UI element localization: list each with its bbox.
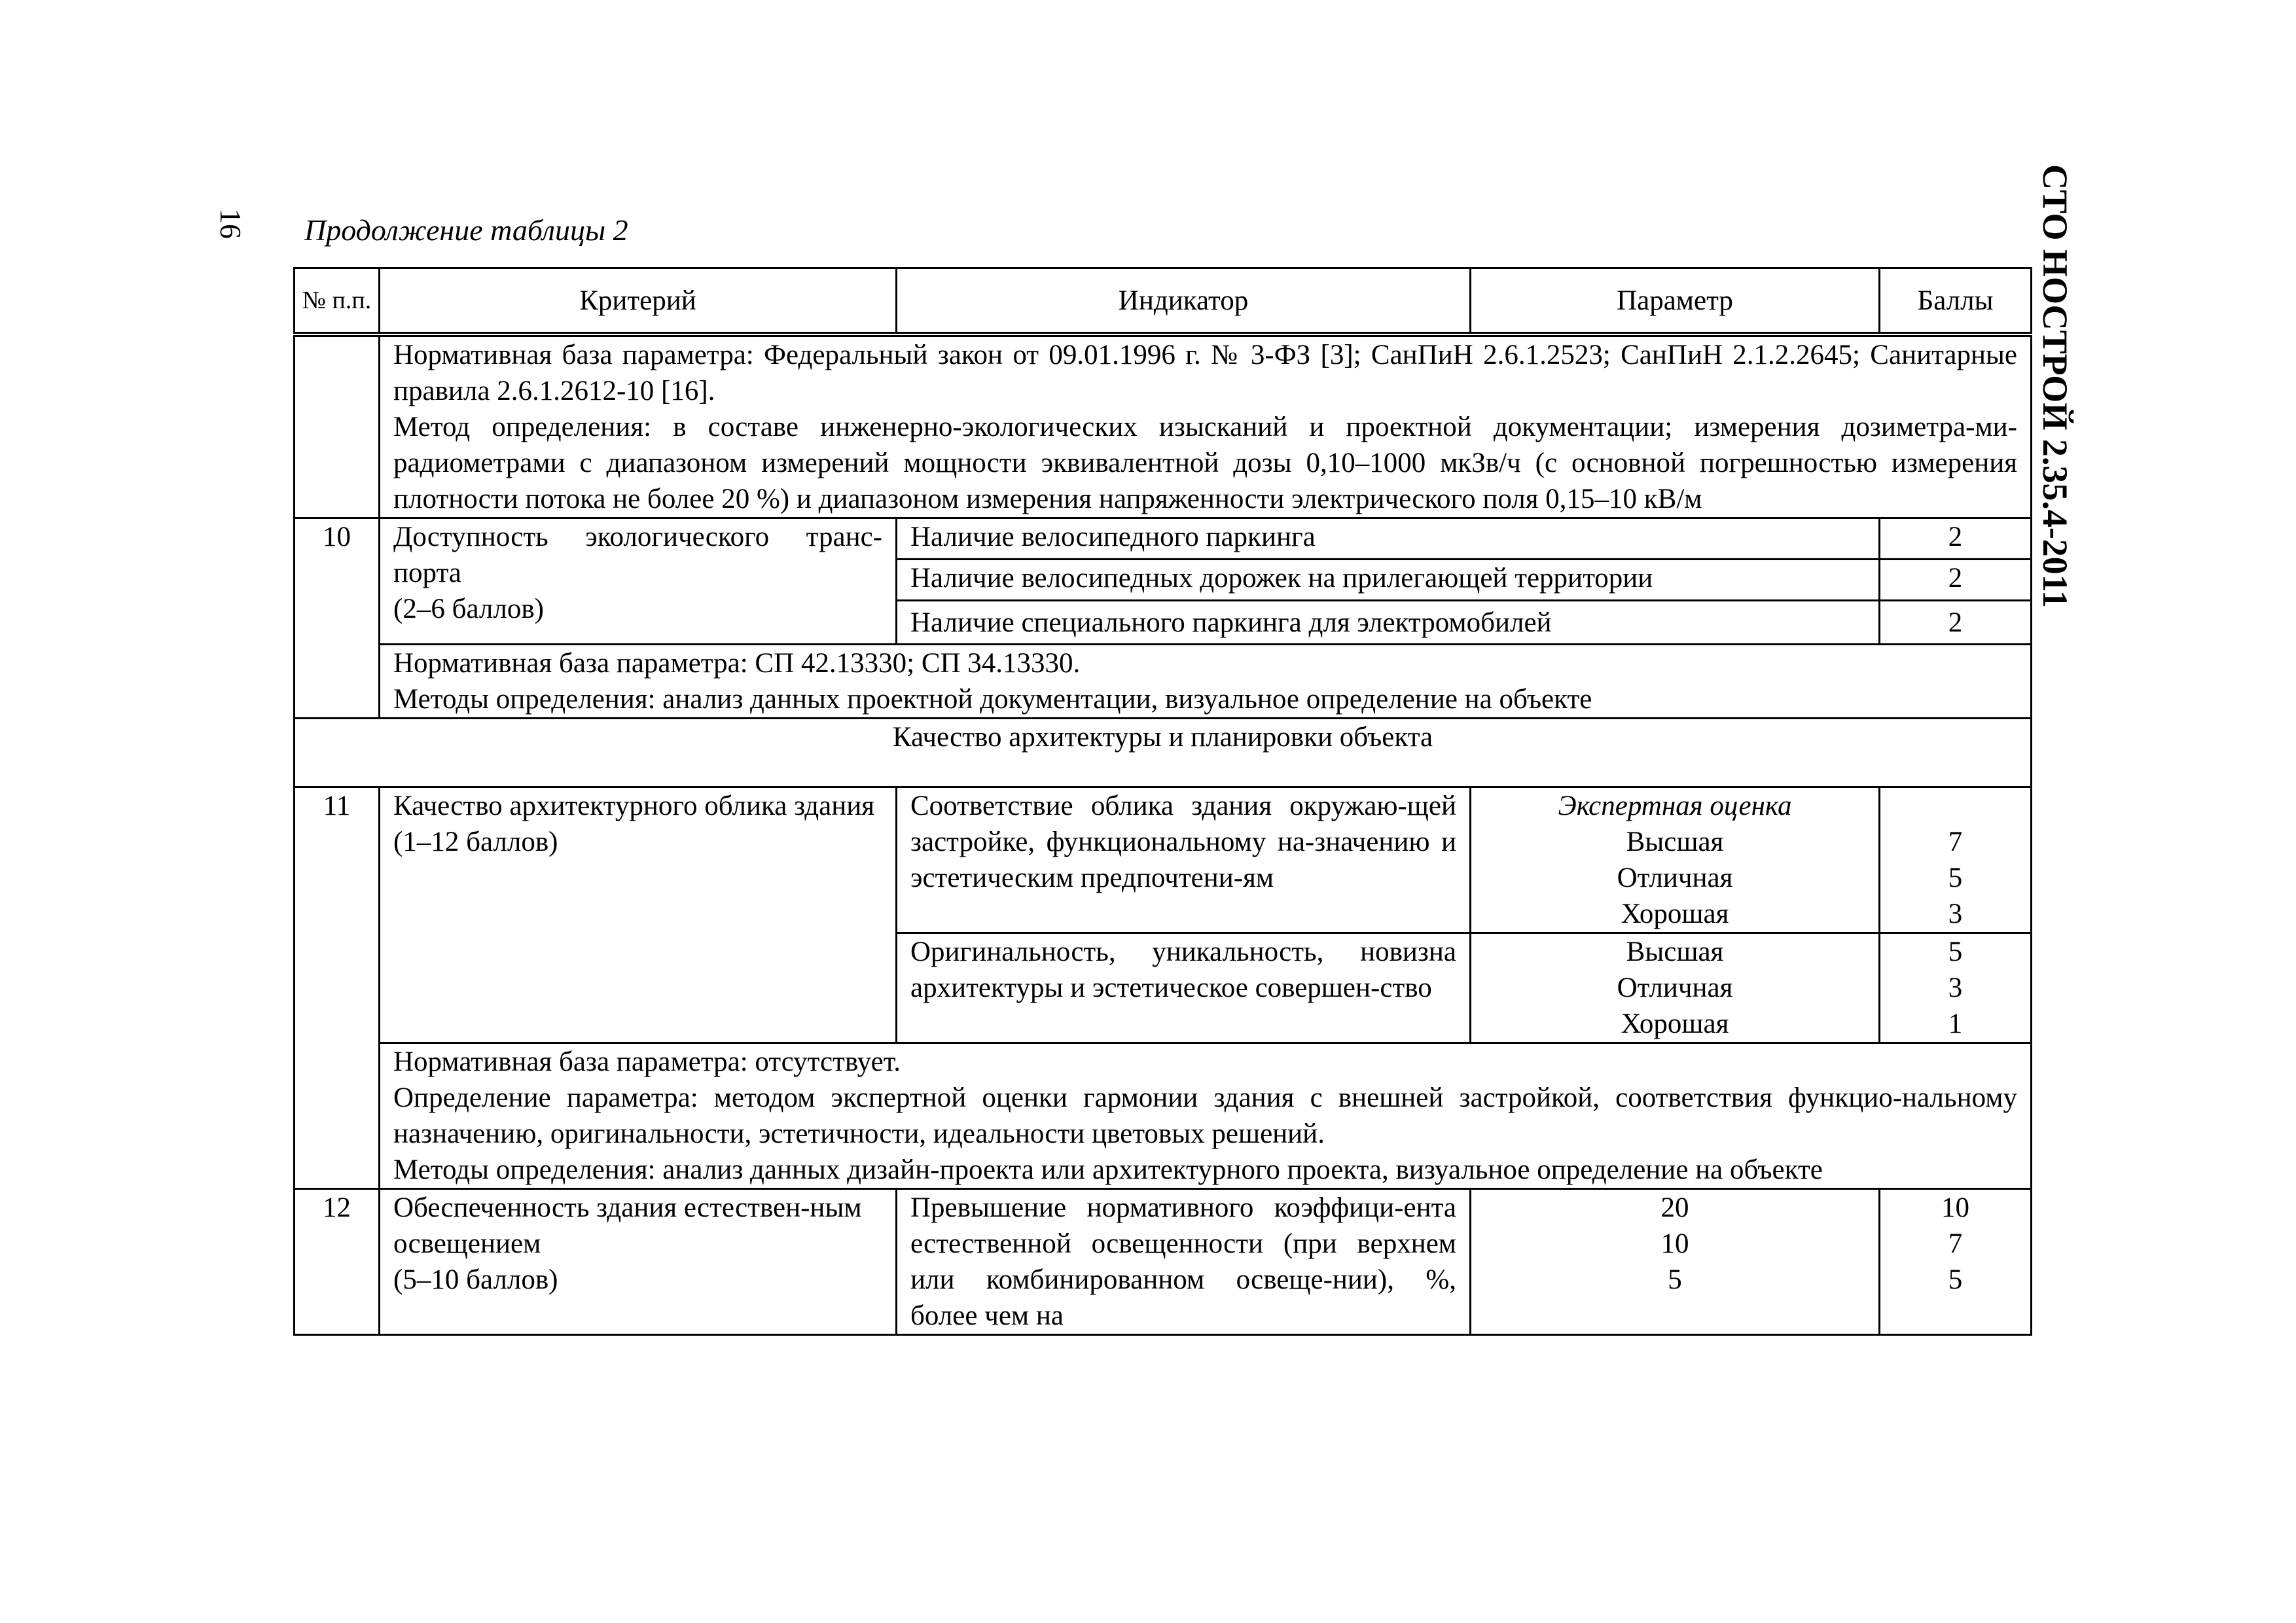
header-parameter: Параметр	[1471, 268, 1880, 335]
header-score: Баллы	[1880, 268, 2032, 335]
header-indicator: Индикатор	[897, 268, 1471, 335]
table-caption: Продолжение таблицы 2	[304, 213, 628, 247]
parameter-cell: 20 10 5	[1471, 1189, 1880, 1335]
empty-num-cell	[295, 334, 380, 518]
score-cell: 2	[1880, 601, 2032, 645]
score-cell: 7 5 3	[1880, 787, 2032, 933]
indicator-cell: Соответствие облика здания окружаю-щей застройке, функциональному на-значению и эстетическим предпочтени-ям	[897, 787, 1471, 933]
parameter-title: Экспертная оценка	[1558, 791, 1792, 821]
indicator-cell: Наличие специального паркинга для электромобилей	[897, 601, 1880, 645]
row-number: 11	[295, 787, 380, 1189]
note-cell: Нормативная база параметра: СП 42.13330; СП 34.13330. Методы определения: анализ данных проектной документации, визуальное определение на объекте	[380, 645, 2032, 719]
row-number: 12	[295, 1189, 380, 1335]
page-number: 16	[214, 209, 247, 239]
parameter-values: Высшая Отличная Хорошая	[1617, 827, 1733, 929]
indicator-cell: Оригинальность, уникальность, новизна архитектуры и эстетическое совершен-ство	[897, 933, 1471, 1043]
score-cell: 10 7 5	[1880, 1189, 2032, 1335]
section-title: Качество архитектуры и планировки объекта	[295, 719, 2032, 787]
criterion-cell: Доступность экологического транс-порта (2–6 баллов)	[380, 518, 897, 645]
table-row	[295, 334, 2032, 518]
score-cell: 5 3 1	[1880, 933, 2032, 1043]
header-criterion: Критерий	[380, 268, 897, 335]
table-header-row	[295, 268, 2032, 335]
indicator-cell: Наличие велосипедных дорожек на прилегающей территории	[897, 560, 1880, 601]
section-row	[295, 719, 2032, 787]
table-row	[295, 1043, 2032, 1189]
parameter-cell: Высшая Отличная Хорошая	[1471, 933, 1880, 1043]
table-row	[295, 518, 2032, 560]
table-row	[295, 1189, 2032, 1335]
indicator-cell: Наличие велосипедного паркинга	[897, 518, 1880, 560]
note-cell: Нормативная база параметра: отсутствует. Определение параметра: методом экспертной оценки гармонии здания с внешней застройкой, соответствия функцио-нальному назначению, оригинальности, эстетичности, идеальности цветовых решений. Методы определения: анализ данных дизайн-проекта или архитектурного проекта, визуальное определение на объекте	[380, 1043, 2032, 1189]
note-cell: Нормативная база параметра: Федеральный закон от 09.01.1996 г. № 3-ФЗ [3]; СанПиН 2.6.1.2523; СанПиН 2.1.2.2645; Санитарные правила 2.6.1.2612-10 [16]. Метод определения: в составе инженерно-экологических изысканий и проектной документации; измерения дозиметра-ми-радиометрами с диапазоном измерений мощности эквивалентной дозы 0,10–1000 мкЗв/ч (с основной погрешностью измерения плотности потока не более 20 %) и диапазоном измерения напряженности электрического поля 0,15–10 кВ/м	[380, 334, 2032, 518]
indicator-cell: Превышение нормативного коэффици-ента естественной освещенности (при верхнем или комбинированном освеще-нии), %, более чем на	[897, 1189, 1471, 1335]
document-code: СТО НОСТРОЙ 2.35.4-2011	[2036, 164, 2075, 608]
parameter-cell	[1471, 787, 1880, 933]
score-cell: 2	[1880, 518, 2032, 560]
criterion-cell: Обеспеченность здания естествен-ным освещением (5–10 баллов)	[380, 1189, 897, 1335]
criteria-table	[293, 267, 2032, 1336]
table-row	[295, 645, 2032, 719]
table-row	[295, 787, 2032, 933]
row-number: 10	[295, 518, 380, 719]
header-num: № п.п.	[295, 268, 380, 335]
score-cell: 2	[1880, 560, 2032, 601]
criterion-cell: Качество архитектурного облика здания (1–12 баллов)	[380, 787, 897, 1043]
